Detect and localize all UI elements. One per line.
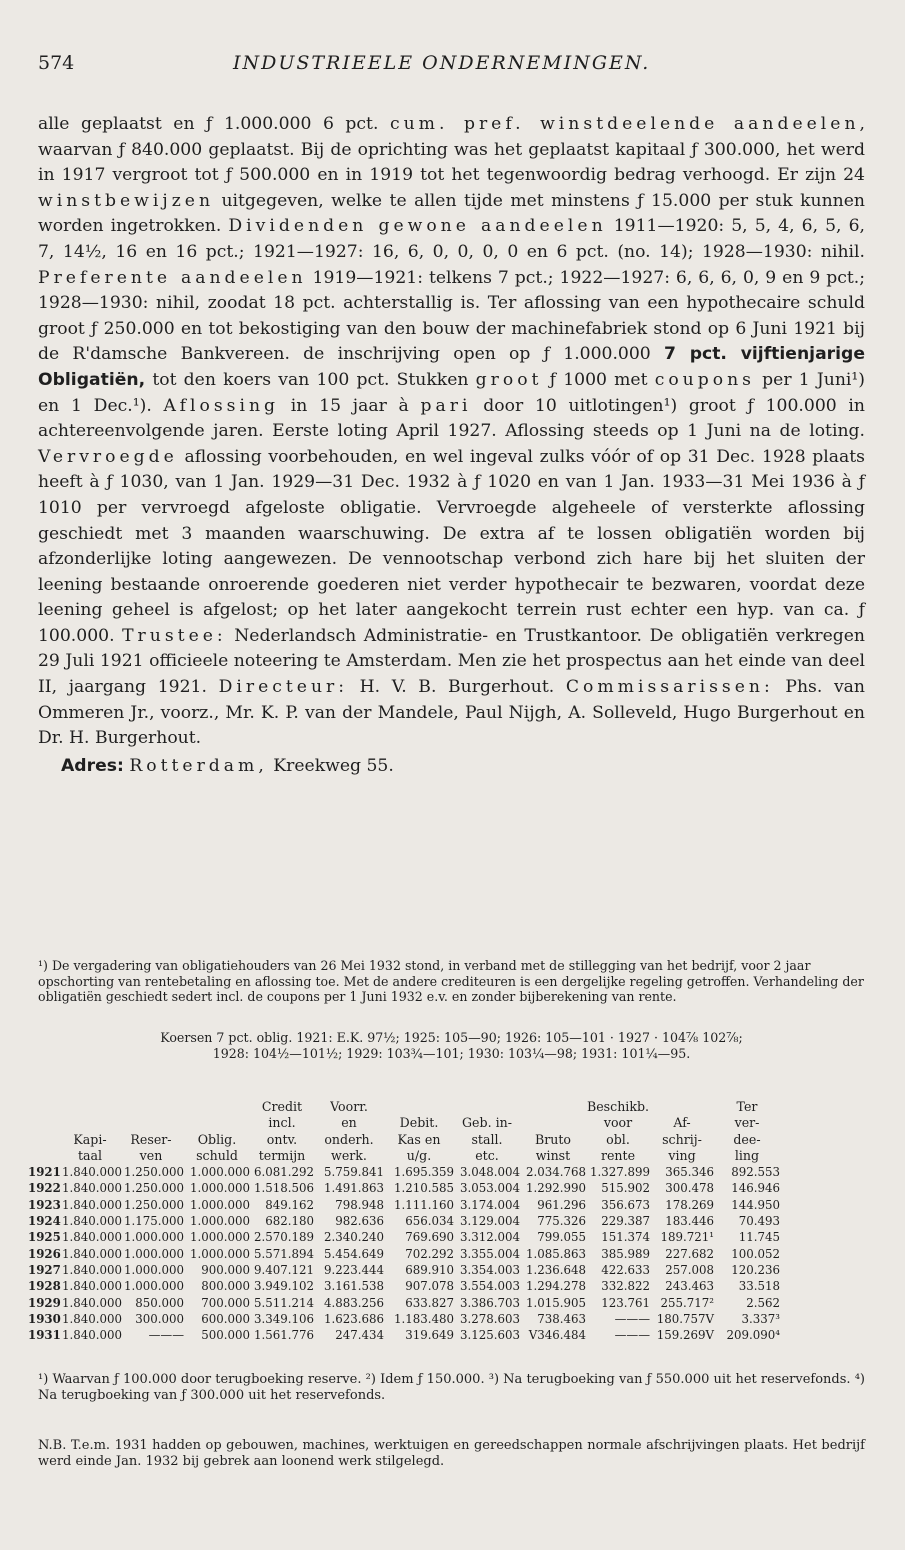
table-cell: 1.000.000 <box>189 1246 250 1261</box>
table-row <box>28 1229 868 1245</box>
table-cell: 798.948 <box>335 1197 384 1212</box>
text-run: tot den koers van 100 pct. Stukken <box>145 369 476 390</box>
spaced-term: groot <box>475 369 543 390</box>
table-cell: 1.840.000 <box>62 1279 123 1294</box>
table-cell: 1.000.000 <box>189 1165 250 1180</box>
table-cell: 982.636 <box>335 1214 384 1229</box>
table-header-row <box>28 1115 868 1131</box>
table-header-cell <box>28 1099 62 1115</box>
table-cell: 1.840.000 <box>62 1246 123 1261</box>
table-header-cell: Geb. in- <box>462 1115 512 1131</box>
table-cell: 3.949.102 <box>253 1279 314 1294</box>
table-header-cell <box>780 1132 844 1148</box>
spaced-term: Vervroegde <box>38 446 178 467</box>
table-cell: 319.649 <box>405 1328 454 1343</box>
table-cell: 3.129.004 <box>459 1214 520 1229</box>
table-header-cell: rente <box>600 1147 636 1163</box>
table-row-year: 1922 <box>28 1181 61 1196</box>
table-row <box>28 1262 868 1278</box>
table-cell: 3.337³ <box>741 1311 780 1326</box>
table-footnotes <box>38 1372 865 1404</box>
table-cell <box>780 1164 844 1180</box>
table-row-year: 1931 <box>28 1328 61 1343</box>
footnote-text: ¹) De vergadering van obligatiehouders van 26 Mei 1932 stond, in verband met de stillegging van het bedrijf, voor 2 jaar opschorting van rentebetaling en aflossing toe. Met de andere crediteuren is een dergelijke regeling getroffen. Verhandeling der obligatiën geschiedt sedert incl. de coupons per 1 Juni 1932 e.v. en zonder bijberekening van rente. <box>38 958 864 1004</box>
table-cell: 385.989 <box>601 1246 650 1261</box>
table-cell: 5.571.894 <box>253 1246 314 1261</box>
table-cell: 243.463 <box>665 1279 714 1294</box>
table-header-cell: Debit. <box>399 1115 439 1131</box>
table-header-cell: u/g. <box>406 1147 432 1163</box>
table-header-cell: ontv. <box>266 1131 298 1147</box>
table-cell: 1.840.000 <box>62 1165 123 1180</box>
address-street: Kreekweg 55. <box>267 755 394 776</box>
table-cell: 1.000.000 <box>189 1181 250 1196</box>
table-header-row <box>28 1132 868 1148</box>
table-cell: V346.484 <box>528 1328 586 1343</box>
table-cell: 1.210.585 <box>393 1181 454 1196</box>
table-cell <box>780 1213 844 1229</box>
table-header-cell: Kas en <box>397 1131 441 1147</box>
table-header-cell: termijn <box>258 1147 306 1163</box>
table-cell: 247.434 <box>335 1328 384 1343</box>
table-cell: 1.111.160 <box>393 1197 454 1212</box>
table-cell: 1.085.863 <box>525 1246 586 1261</box>
table-header-cell: Voorr. <box>330 1099 368 1114</box>
table-cell: 1.292.990 <box>525 1181 586 1196</box>
text-run: alle geplaatst en ƒ 1.000.000 6 pct. <box>38 114 390 134</box>
table-cell: 151.374 <box>601 1230 650 1245</box>
table-cell: 229.387 <box>601 1214 650 1229</box>
spaced-term: Aflossing <box>163 395 280 416</box>
table-row <box>28 1164 868 1180</box>
text-run: aflossing voorbehouden, en wel ingeval zulks vóór of op 31 Dec. 1928 plaats heeft à ƒ 1030, van 1 Jan. 1929—31 Dec. 1932 à ƒ 1020 en van 1 Jan. 1933—31 Mei 1936 à ƒ 1010 per vervroegd afgeloste obligatie. Vervroegde algeheele of versterkte aflossing geschiedt met 3 maanden waarschuwing. De extra af te lossen obligatiën worden bij afzonderlijke loting aangewezen. De vennootschap verbond zich hare bij het sluiten der leening bestaande onroerende goederen niet verder hypothecair te bezwaren, voordat deze leening geheel is afgelost; op het later aangekocht terrein rust echter een hyp. van ca. ƒ 100.000. <box>38 446 865 646</box>
table-cell: 9.223.444 <box>323 1262 384 1277</box>
table-header-cell <box>780 1099 844 1115</box>
table-header-cell <box>520 1115 586 1131</box>
table-cell: 209.090⁴ <box>726 1328 780 1343</box>
table-cell: 9.407.121 <box>253 1262 314 1277</box>
bond-title: 7 pct. vijftienjarige Obligatiën, <box>38 344 865 390</box>
table-cell: 682.180 <box>265 1214 314 1229</box>
table-cell: 3.053.004 <box>459 1181 520 1196</box>
text-run: Nederlandsch Administratie- en Trustkantoor. De obligatiën verkregen 29 Juli 1921 officieele noteering te Amsterdam. Men zie het prospectus aan het einde van deel II, jaargang 1921. <box>38 625 865 698</box>
table-cell: 3.048.004 <box>459 1165 520 1180</box>
table-cell: 1.840.000 <box>62 1311 123 1326</box>
table-header-cell <box>28 1132 62 1148</box>
table-cell: 633.827 <box>405 1295 454 1310</box>
table-cell: 700.000 <box>201 1295 250 1310</box>
table-cell: 3.125.603 <box>459 1328 520 1343</box>
table-cell: 799.055 <box>537 1230 586 1245</box>
table-cell: 849.162 <box>265 1197 314 1212</box>
table-header-cell: onderh. <box>324 1131 374 1147</box>
table-cell <box>780 1246 844 1262</box>
table-cell: 11.745 <box>738 1230 780 1245</box>
table-cell: 1.695.359 <box>393 1165 454 1180</box>
table-cell <box>780 1229 844 1245</box>
spaced-term: Dividenden gewone aandeelen <box>228 216 607 237</box>
table-header-cell: stall. <box>471 1131 503 1147</box>
table-cell: 1.000.000 <box>123 1246 184 1261</box>
table-cell: 1.840.000 <box>62 1214 123 1229</box>
table-cell: 850.000 <box>135 1295 184 1310</box>
quotes-line-1: Koersen 7 pct. oblig. 1921: E.K. 97½; 1925: 105—90; 1926: 105—101 · 1927 · 104⅞ 102⅞; <box>160 1030 743 1045</box>
table-cell: 689.910 <box>405 1262 454 1277</box>
table-header-cell: Kapi- <box>73 1131 107 1147</box>
table-body <box>28 1164 868 1343</box>
table-cell: 180.757V <box>656 1311 714 1326</box>
page-number: 574 <box>38 52 75 74</box>
table-row <box>28 1197 868 1213</box>
table-row-year: 1923 <box>28 1197 61 1212</box>
table-cell: 5.759.841 <box>323 1165 384 1180</box>
spaced-term: winstbewijzen <box>38 190 215 211</box>
table-cell: 656.034 <box>405 1214 454 1229</box>
table-header-cell: Ter <box>736 1099 758 1114</box>
table-cell: 3.354.003 <box>459 1262 520 1277</box>
table-cell: 1.000.000 <box>123 1279 184 1294</box>
table-cell: 738.463 <box>537 1311 586 1326</box>
table-header-cell: Credit <box>261 1099 303 1114</box>
table-cell: 3.386.703 <box>459 1295 520 1310</box>
table-header-cell: etc. <box>475 1147 499 1163</box>
table-cell: 500.000 <box>201 1328 250 1343</box>
table-header-cell: ver- <box>734 1115 760 1131</box>
table-header-cell <box>62 1099 118 1115</box>
table-cell: 1.000.000 <box>123 1262 184 1277</box>
table-cell: 1.840.000 <box>62 1295 123 1310</box>
table-cell: 1.623.686 <box>323 1311 384 1326</box>
table-cell: 1.236.648 <box>525 1262 586 1277</box>
table-cell: 515.902 <box>601 1181 650 1196</box>
table-cell: ——— <box>148 1328 184 1343</box>
table-header-cell: Af- <box>673 1115 691 1131</box>
table-cell: 123.761 <box>601 1295 650 1310</box>
table-header-cell: taal <box>77 1147 103 1163</box>
table-cell: 1.840.000 <box>62 1197 123 1212</box>
table-header-cell <box>454 1099 520 1115</box>
table-row <box>28 1295 868 1311</box>
table-cell: 5.511.214 <box>253 1295 314 1310</box>
spaced-term: Trustee: <box>122 625 227 646</box>
table-row-year: 1928 <box>28 1279 61 1294</box>
table-row-year: 1924 <box>28 1214 61 1229</box>
table-header-cell: obl. <box>606 1131 630 1147</box>
table-cell: 178.269 <box>665 1197 714 1212</box>
table-header-cell <box>184 1115 250 1131</box>
nota-bene <box>38 1438 865 1470</box>
running-title: INDUSTRIEELE ONDERNEMINGEN. <box>233 52 651 74</box>
table-header-cell <box>28 1115 62 1131</box>
spaced-term: coupons <box>654 369 755 390</box>
table-cell: 600.000 <box>201 1311 250 1326</box>
table-cell: 1.840.000 <box>62 1262 123 1277</box>
spaced-term: Directeur: <box>218 677 349 698</box>
table-row <box>28 1327 868 1343</box>
table-header-cell: schrij- <box>662 1131 702 1147</box>
table-cell: 961.296 <box>537 1197 586 1212</box>
table-cell: 1.840.000 <box>62 1328 123 1343</box>
text-run: 1911—1920: 5, 5, 4, 6, 5, 6, 7, 14½, 16 en 16 pct.; 1921—1927: 16, 6, 0, 0, 0, 0 en 6 pct. (no. 14); 1928—1930: nihil. <box>38 216 865 262</box>
table-row-year: 1930 <box>28 1311 61 1326</box>
table-cell: 769.690 <box>405 1230 454 1245</box>
table-cell: 3.355.004 <box>459 1246 520 1261</box>
bond-quotes <box>38 1030 865 1062</box>
table-cell: 144.950 <box>731 1197 780 1212</box>
table-header-cell: Beschikb. <box>586 1099 650 1114</box>
spaced-term: pari <box>420 395 472 416</box>
table-row-year: 1927 <box>28 1262 61 1277</box>
table-header-cell <box>780 1115 844 1131</box>
table-cell <box>780 1278 844 1294</box>
text-run: Phs. van Ommeren Jr., voorz., Mr. K. P. van der Mandele, Paul Nijgh, A. Solleveld, Hugo Burgerhout en Dr. H. Burgerhout. <box>38 677 865 749</box>
spaced-term: cum. pref. winstdeelende aandeelen <box>389 114 860 134</box>
table-cell: 1.000.000 <box>189 1214 250 1229</box>
table-cell: 422.633 <box>601 1262 650 1277</box>
table-cell: 33.518 <box>738 1279 780 1294</box>
table-cell: 3.349.106 <box>253 1311 314 1326</box>
address-line <box>38 754 865 780</box>
spaced-term: Commissarissen: <box>565 677 774 698</box>
table-cell: 183.446 <box>665 1214 714 1229</box>
table-cell: 120.236 <box>731 1262 780 1277</box>
table-cell: 3.174.004 <box>459 1197 520 1212</box>
table-header-cell <box>62 1115 118 1131</box>
table-cell <box>780 1295 844 1311</box>
table-header-cell <box>650 1099 714 1115</box>
table-cell: 159.269V <box>656 1328 714 1343</box>
table-cell <box>780 1262 844 1278</box>
table-cell <box>780 1327 844 1343</box>
table-cell: 300.000 <box>135 1311 184 1326</box>
table-cell: 907.078 <box>405 1279 454 1294</box>
table-cell: 255.717² <box>660 1295 714 1310</box>
table-cell: 2.340.240 <box>323 1230 384 1245</box>
table-row-year: 1925 <box>28 1230 61 1245</box>
table-cell: 3.278.603 <box>459 1311 520 1326</box>
table-cell: 356.673 <box>601 1197 650 1212</box>
table-header-cell: en <box>341 1115 357 1131</box>
table-cell: 1.491.863 <box>323 1181 384 1196</box>
table-header-row <box>28 1148 868 1164</box>
company-description <box>38 112 865 752</box>
footnote-1 <box>38 958 865 1005</box>
table-cell: 800.000 <box>201 1279 250 1294</box>
nota-bene-text: N.B. T.e.m. 1931 hadden op gebouwen, machines, werktuigen en gereedschappen normale afschrijvingen plaats. Het bedrijf werd einde Jan. 1932 bij gebrek aan loonend werk stilgelegd. <box>38 1438 865 1469</box>
table-row-year: 1929 <box>28 1295 61 1310</box>
table-cell: 3.312.004 <box>459 1230 520 1245</box>
table-header-cell: schuld <box>196 1147 238 1163</box>
table-row <box>28 1246 868 1262</box>
address-city: Rotterdam, <box>129 755 268 776</box>
table-cell: 70.493 <box>738 1214 780 1229</box>
table-cell: 3.161.538 <box>323 1279 384 1294</box>
table-header-cell <box>384 1099 454 1115</box>
table-cell <box>780 1311 844 1327</box>
table-cell: 6.081.292 <box>253 1165 314 1180</box>
table-row-year: 1926 <box>28 1246 61 1261</box>
table-cell: 300.478 <box>665 1181 714 1196</box>
table-cell: 5.454.649 <box>323 1246 384 1261</box>
table-header <box>28 1099 868 1164</box>
table-cell: 189.721¹ <box>660 1230 714 1245</box>
table-header-cell: voor <box>603 1115 633 1131</box>
table-cell: 1.518.506 <box>253 1181 314 1196</box>
table-cell: 1.250.000 <box>123 1181 184 1196</box>
table-cell <box>780 1197 844 1213</box>
table-cell: 2.034.768 <box>525 1165 586 1180</box>
table-cell: 2.570.189 <box>253 1230 314 1245</box>
table-cell: 1.561.776 <box>253 1328 314 1343</box>
table-cell: 2.562 <box>746 1295 780 1310</box>
table-cell: 227.682 <box>665 1246 714 1261</box>
table-cell: 1.015.905 <box>525 1295 586 1310</box>
page-header <box>38 52 865 88</box>
table-cell: 775.326 <box>537 1214 586 1229</box>
text-run: door 10 uitlotingen¹) groot ƒ 100.000 in achtereenvolgende jaren. Eerste loting April 1927. Aflossing steeds op 1 Juni na de loting. <box>38 395 866 442</box>
table-cell: 1.175.000 <box>123 1214 184 1229</box>
text-run: , waarvan ƒ 840.000 geplaatst. Bij de oprichting was het geplaatst kapitaal ƒ 300.000, het werd in 1917 vergroot tot ƒ 500.000 en in 1919 tot het tegenwoordig bedrag verhoogd. Er zijn 24 <box>38 114 866 186</box>
table-cell: 3.554.003 <box>459 1279 520 1294</box>
table-header-cell: Reser- <box>130 1131 172 1147</box>
table-header-cell <box>184 1099 250 1115</box>
table-header-cell: Oblig. <box>197 1131 237 1147</box>
table-row <box>28 1213 868 1229</box>
address-label: Adres: <box>61 755 124 776</box>
table-cell: 257.008 <box>665 1262 714 1277</box>
table-cell: 702.292 <box>405 1246 454 1261</box>
table-cell: 1.840.000 <box>62 1181 123 1196</box>
text-run: 1919—1921: telkens 7 pct.; 1922—1927: 6, 6, 6, 0, 9 en 9 pct.; 1928—1930: nihil, zoodat 18 pct. achterstallig is. Ter aflossing van een hypothecaire schuld groot ƒ 250.000 en tot bekostiging van den bouw der machinefabriek stond op 6 Juni 1921 bij de R'damsche Bankvereen. de inschrijving open op ƒ 1.000.000 <box>38 267 865 365</box>
table-header-cell: dee- <box>733 1131 761 1147</box>
text-run: uitgegeven, welke te allen tijde met minstens ƒ 15.000 per stuk kunnen worden ingetrokken. <box>38 190 865 237</box>
table-row <box>28 1278 868 1294</box>
financial-table <box>28 1099 868 1343</box>
table-cell: 4.883.256 <box>323 1295 384 1310</box>
text-run: in 15 jaar à <box>279 395 421 416</box>
table-header-cell <box>118 1099 184 1115</box>
table-header-cell <box>118 1115 184 1131</box>
table-cell: 100.052 <box>731 1246 780 1261</box>
table-row <box>28 1311 868 1327</box>
table-header-cell <box>780 1148 844 1164</box>
table-header-cell: incl. <box>268 1115 296 1131</box>
table-cell: 1.183.480 <box>393 1311 454 1326</box>
table-header-cell: ving <box>668 1147 696 1163</box>
table-cell: 1.294.278 <box>525 1279 586 1294</box>
table-cell: 900.000 <box>201 1262 250 1277</box>
text-run: per 1 Juni¹) en 1 Dec.¹). <box>38 369 865 416</box>
table-header-cell: Bruto <box>534 1131 572 1147</box>
table-row-year: 1921 <box>28 1165 61 1180</box>
table-header-cell <box>28 1148 62 1164</box>
table-header-cell: ven <box>139 1147 163 1163</box>
table-row <box>28 1180 868 1196</box>
text-run: ƒ 1000 met <box>542 369 655 390</box>
table-header-cell <box>520 1099 586 1115</box>
table-header-cell: ling <box>734 1147 760 1163</box>
table-cell: 332.822 <box>601 1279 650 1294</box>
table-footnote-text: ¹) Waarvan ƒ 100.000 door terugboeking reserve. ²) Idem ƒ 150.000. ³) Na terugboeking van ƒ 550.000 uit het reservefonds. ⁴) Na terugboeking van ƒ 300.000 uit het reservefonds. <box>38 1372 865 1403</box>
table-cell: 1.327.899 <box>589 1165 650 1180</box>
table-cell: ——— <box>614 1328 650 1343</box>
table-cell: 146.946 <box>731 1181 780 1196</box>
table-cell: 1.000.000 <box>123 1230 184 1245</box>
quotes-line-2: 1928: 104½—101½; 1929: 103¾—101; 1930: 103¼—98; 1931: 101¼—95. <box>212 1046 691 1061</box>
spaced-term: Preferente aandeelen <box>38 267 307 288</box>
table-cell: 892.553 <box>731 1165 780 1180</box>
table-cell: 365.346 <box>665 1165 714 1180</box>
table-cell: 1.000.000 <box>189 1197 250 1212</box>
table-cell: ——— <box>614 1311 650 1326</box>
table-header-cell: winst <box>535 1147 571 1163</box>
text-run: H. V. B. Burgerhout. <box>348 677 566 698</box>
table-cell <box>780 1180 844 1196</box>
table-cell: 1.250.000 <box>123 1197 184 1212</box>
table-header-row <box>28 1099 868 1115</box>
table-header-cell: werk. <box>331 1147 367 1163</box>
table-cell: 1.250.000 <box>123 1165 184 1180</box>
table-cell: 1.840.000 <box>62 1230 123 1245</box>
main-text <box>38 112 865 779</box>
table-cell: 1.000.000 <box>189 1230 250 1245</box>
